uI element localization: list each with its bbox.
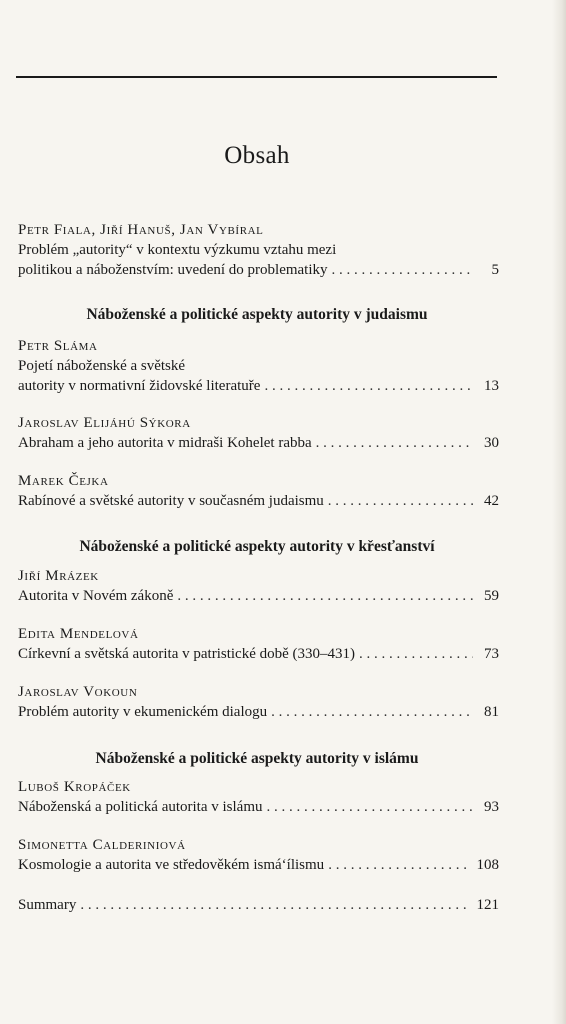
toc-entry-1 — [18, 220, 499, 280]
section-heading-islam: Náboženské a politické aspekty autority v islámu — [95, 750, 419, 767]
toc-entry-7 — [18, 682, 499, 722]
page-number: 121 — [476, 897, 499, 913]
entry-title-line-with-page — [18, 260, 499, 280]
entry-author: Edita Mendelová — [18, 626, 139, 642]
toc-entry-summary — [18, 895, 499, 915]
entry-title-text: Kosmologie a autorita ve středověkém ismá‘ílismu — [18, 857, 325, 873]
leader-dots — [177, 586, 473, 606]
page-edge-shadow — [552, 0, 566, 1024]
toc-entry-6 — [18, 624, 499, 664]
entry-title-text: politikou a náboženstvím: uvedení do problematiky — [18, 262, 328, 278]
toc-entry-9 — [18, 835, 499, 875]
entry-title-line-with-page — [18, 376, 499, 396]
leader-dots — [328, 491, 473, 511]
page-number: 5 — [491, 262, 499, 278]
leader-dots — [264, 376, 473, 396]
entry-title-text: Náboženská a politická autorita v islámu — [18, 799, 263, 815]
leader-dots — [271, 702, 473, 722]
top-rule — [16, 76, 497, 78]
entry-title-line-with-page — [18, 644, 499, 664]
entry-author: Simonetta Calderiniová — [18, 837, 186, 853]
entry-title-line-with-page — [18, 895, 499, 915]
section-heading-christianity: Náboženské a politické aspekty autority v křesťanství — [79, 538, 435, 555]
entry-title-text: Abraham a jeho autorita v midraši Kohelet rabba — [18, 435, 312, 451]
page-title: Obsah — [224, 142, 290, 169]
entry-author: Jaroslav Elijáhú Sýkora — [18, 415, 191, 431]
page-number: 93 — [484, 799, 499, 815]
entry-title-line: Pojetí náboženské a světské — [18, 358, 186, 374]
entry-title-line-with-page — [18, 855, 499, 875]
page-number: 108 — [476, 857, 499, 873]
leader-dots — [359, 644, 473, 664]
entry-author: Jiří Mrázek — [18, 568, 99, 584]
page-number: 30 — [484, 435, 499, 451]
entry-title-line-with-page — [18, 586, 499, 606]
page-number: 42 — [484, 493, 499, 509]
page-number: 59 — [484, 588, 499, 604]
entry-author: Luboš Kropáček — [18, 779, 131, 795]
page-number: 73 — [484, 646, 499, 662]
entry-title-text: autority v normativní židovské literatuře — [18, 378, 261, 394]
leader-dots — [267, 797, 473, 817]
section-heading-judaism: Náboženské a politické aspekty autority v judaismu — [86, 306, 428, 323]
page-number: 13 — [484, 378, 499, 394]
entry-title-text: Autorita v Novém zákoně — [18, 588, 174, 604]
leader-dots — [328, 855, 470, 875]
entry-title-line-with-page — [18, 702, 499, 722]
toc-entry-3 — [18, 413, 499, 453]
entry-title-text: Rabínové a světské autority v současném judaismu — [18, 493, 324, 509]
entry-title-text: Problém autority v ekumenickém dialogu — [18, 704, 268, 720]
leader-dots — [332, 260, 473, 280]
entry-title-line-with-page — [18, 491, 499, 511]
toc-entry-4 — [18, 471, 499, 511]
entry-author: Jaroslav Vokoun — [18, 684, 138, 700]
leader-dots — [80, 895, 470, 915]
toc-entry-2 — [18, 336, 499, 396]
entry-author: Petr Sláma — [18, 338, 98, 354]
entry-author: Marek Čejka — [18, 473, 109, 489]
entry-title-text: Summary — [18, 897, 77, 913]
leader-dots — [316, 433, 473, 453]
entry-title-line-with-page — [18, 797, 499, 817]
entry-title-line-with-page — [18, 433, 499, 453]
page-number: 81 — [484, 704, 499, 720]
toc-entry-8 — [18, 777, 499, 817]
toc-entry-5 — [18, 566, 499, 606]
entry-author: Petr Fiala, Jiří Hanuš, Jan Vybíral — [18, 222, 264, 238]
entry-title-line: Problém „autority“ v kontextu výzkumu vztahu mezi — [18, 242, 337, 258]
entry-title-text: Církevní a světská autorita v patristické době (330–431) — [18, 646, 355, 662]
